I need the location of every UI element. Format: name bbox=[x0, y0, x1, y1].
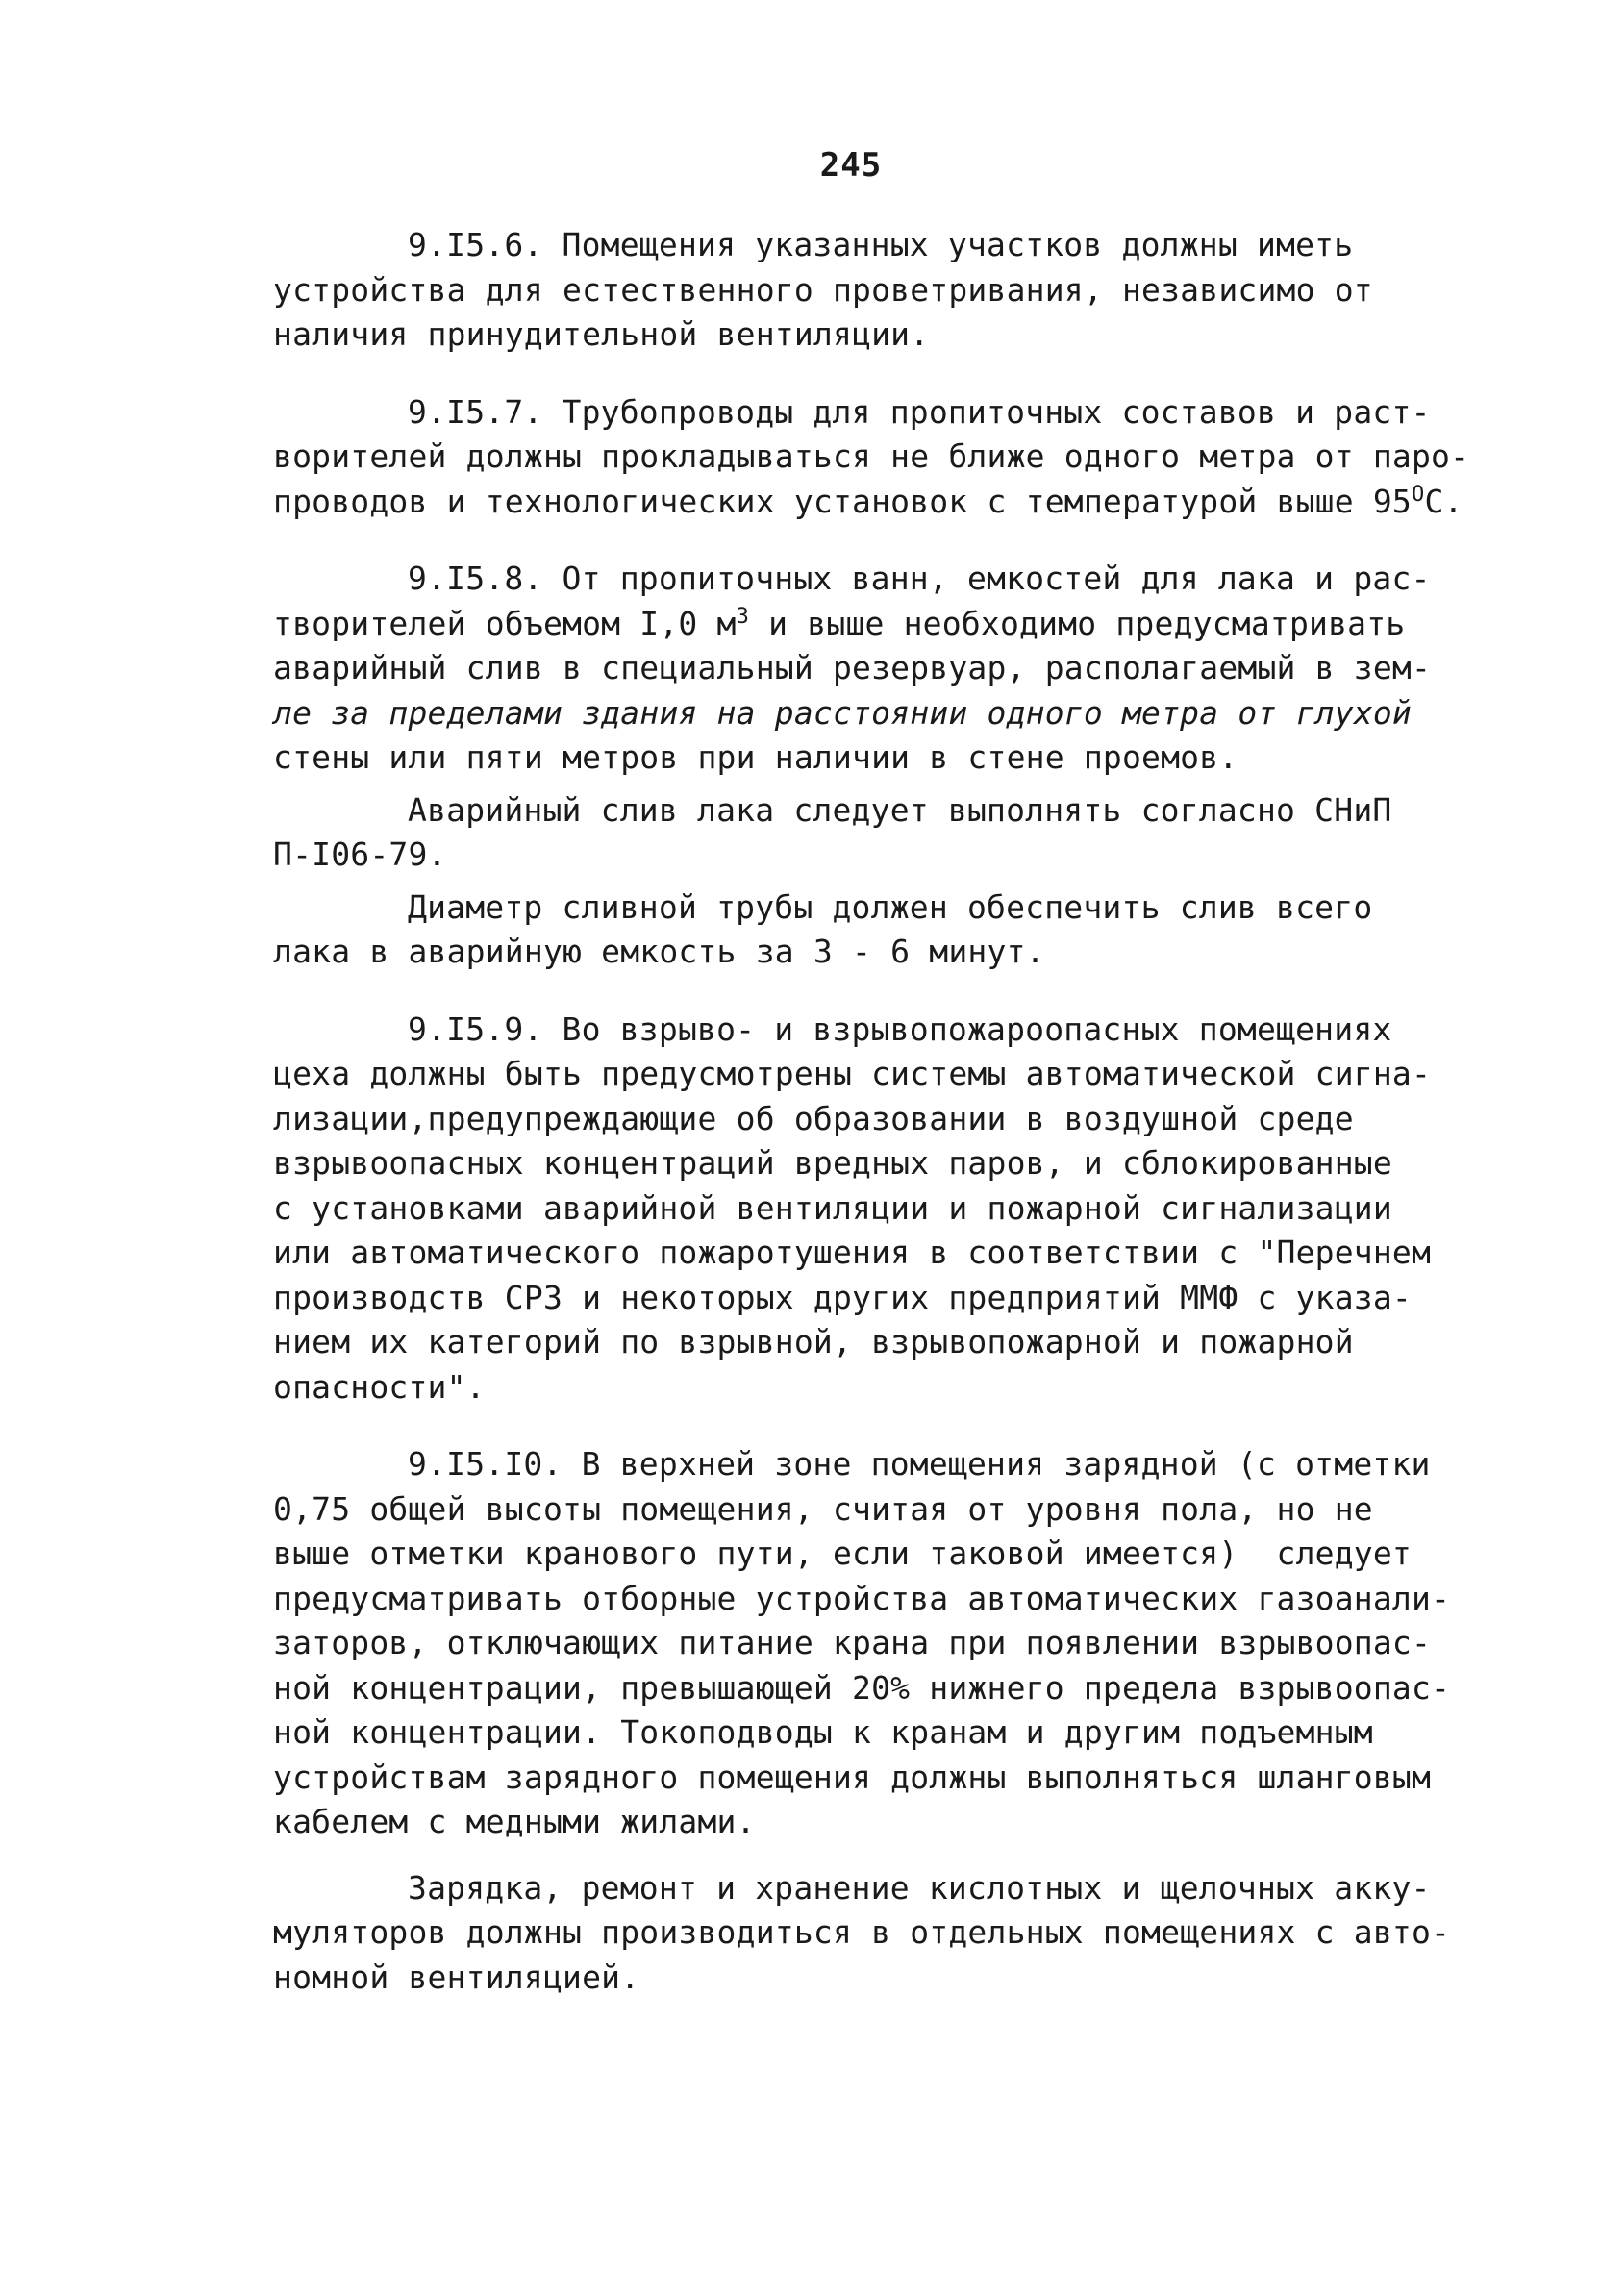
degree-superscript: O bbox=[1412, 482, 1425, 507]
text-line: 9.I5.6. Помещения указанных участков должны иметь bbox=[408, 226, 1354, 263]
text-line: П-I06-79. bbox=[273, 836, 447, 873]
section-9-15-8 bbox=[273, 557, 1432, 975]
text-line: опасности". bbox=[273, 1367, 486, 1406]
text-line: заторов, отключающих питание крана при появлении взрывоопас- bbox=[273, 1624, 1432, 1661]
text-line: аварийный слив в специальный резервуар, располагаемый в зем- bbox=[273, 649, 1432, 686]
text-line: нием их категорий по взрывной, взрывопожарной и пожарной bbox=[273, 1323, 1354, 1360]
paragraph bbox=[273, 886, 1388, 975]
paragraph bbox=[273, 390, 1470, 525]
text-line: Зарядка, ремонт и хранение кислотных и щелочных акку- bbox=[408, 1868, 1431, 1907]
text-line bbox=[273, 480, 1463, 525]
paragraph bbox=[273, 557, 1432, 781]
page-number: 245 bbox=[819, 146, 883, 185]
text-line: номной вентиляцией. bbox=[273, 1958, 640, 1996]
text-line: 9.I5.8. От пропиточных ванн, емкостей для лака и рас- bbox=[408, 560, 1431, 597]
text-line: лизации,предупреждающие об образовании в воздушной среде bbox=[273, 1099, 1354, 1137]
section-9-15-10 bbox=[273, 1442, 1451, 2000]
paragraph bbox=[273, 1866, 1451, 2001]
text-line: 9.I5.I0. В верхней зоне помещения зарядной (с отметки bbox=[408, 1445, 1431, 1483]
text-fragment: и выше необходимо предусматривать bbox=[749, 604, 1406, 642]
paragraph bbox=[273, 1008, 1432, 1410]
text-line: взрывоопасных концентраций вредных паров, и сблокированные bbox=[273, 1144, 1392, 1182]
text-line: ной концентрации, превышающей 20% нижнего предела взрывоопас- bbox=[273, 1668, 1451, 1707]
document-body bbox=[273, 223, 1470, 2033]
text-line: цеха должны быть предусмотрены системы автоматической сигна- bbox=[273, 1055, 1432, 1092]
text-line: ле за пределами здания на расстоянии одного метра от глухой bbox=[273, 693, 1412, 732]
text-fragment: C. bbox=[1424, 482, 1463, 520]
text-line: устройства для естественного проветривания, независимо от bbox=[273, 270, 1373, 309]
text-fragment: проводов и технологических установок с температурой выше 95 bbox=[273, 482, 1412, 520]
text-line: устройствам зарядного помещения должны выполняться шланговым bbox=[273, 1758, 1432, 1796]
text-line: предусматривать отборные устройства автоматических газоанали- bbox=[273, 1579, 1451, 1617]
paragraph bbox=[273, 1442, 1451, 1845]
text-line: стены или пяти метров при наличии в стене проемов. bbox=[273, 738, 1238, 776]
text-line: производств СРЗ и некоторых других предприятий ММФ с указа- bbox=[273, 1278, 1412, 1316]
section-9-15-7 bbox=[273, 390, 1470, 525]
text-line: Диаметр сливной трубы должен обеспечить слив всего bbox=[408, 887, 1373, 926]
text-line: 9.I5.9. Во взрыво- и взрывопожароопасных помещениях bbox=[408, 1010, 1392, 1048]
text-line: ворителей должны прокладываться не ближе одного метра от паро- bbox=[273, 437, 1470, 475]
text-line: кабелем с медными жилами. bbox=[273, 1803, 756, 1840]
section-9-15-6 bbox=[273, 223, 1388, 358]
text-line: 0,75 общей высоты помещения, считая от уровня пола, но не bbox=[273, 1489, 1373, 1528]
text-line: выше отметки кранового пути, если таковой имеется) следует bbox=[273, 1535, 1412, 1572]
text-line: Аварийный слив лака следует выполнять согласно СНиП bbox=[408, 790, 1392, 829]
text-line: ной концентрации. Токоподводы к кранам и другим подъемным bbox=[273, 1713, 1373, 1751]
section-9-15-9 bbox=[273, 1008, 1432, 1410]
text-line bbox=[273, 602, 1406, 647]
text-line: или автоматического пожаротушения в соответствии с "Перечнем bbox=[273, 1234, 1432, 1271]
text-line: с установками аварийной вентиляции и пожарной сигнализации bbox=[273, 1188, 1392, 1227]
cubic-superscript: 3 bbox=[736, 604, 750, 629]
text-line: 9.I5.7. Трубопроводы для пропиточных составов и раст- bbox=[408, 392, 1431, 431]
text-fragment: творителей объемом I,0 м bbox=[273, 604, 737, 642]
text-line: лака в аварийную емкость за 3 - 6 минут. bbox=[273, 933, 1045, 970]
text-line: муляторов должны производиться в отдельных помещениях с авто- bbox=[273, 1913, 1451, 1951]
paragraph bbox=[273, 223, 1388, 358]
text-line: наличия принудительной вентиляции. bbox=[273, 315, 930, 353]
paragraph bbox=[273, 788, 1392, 878]
